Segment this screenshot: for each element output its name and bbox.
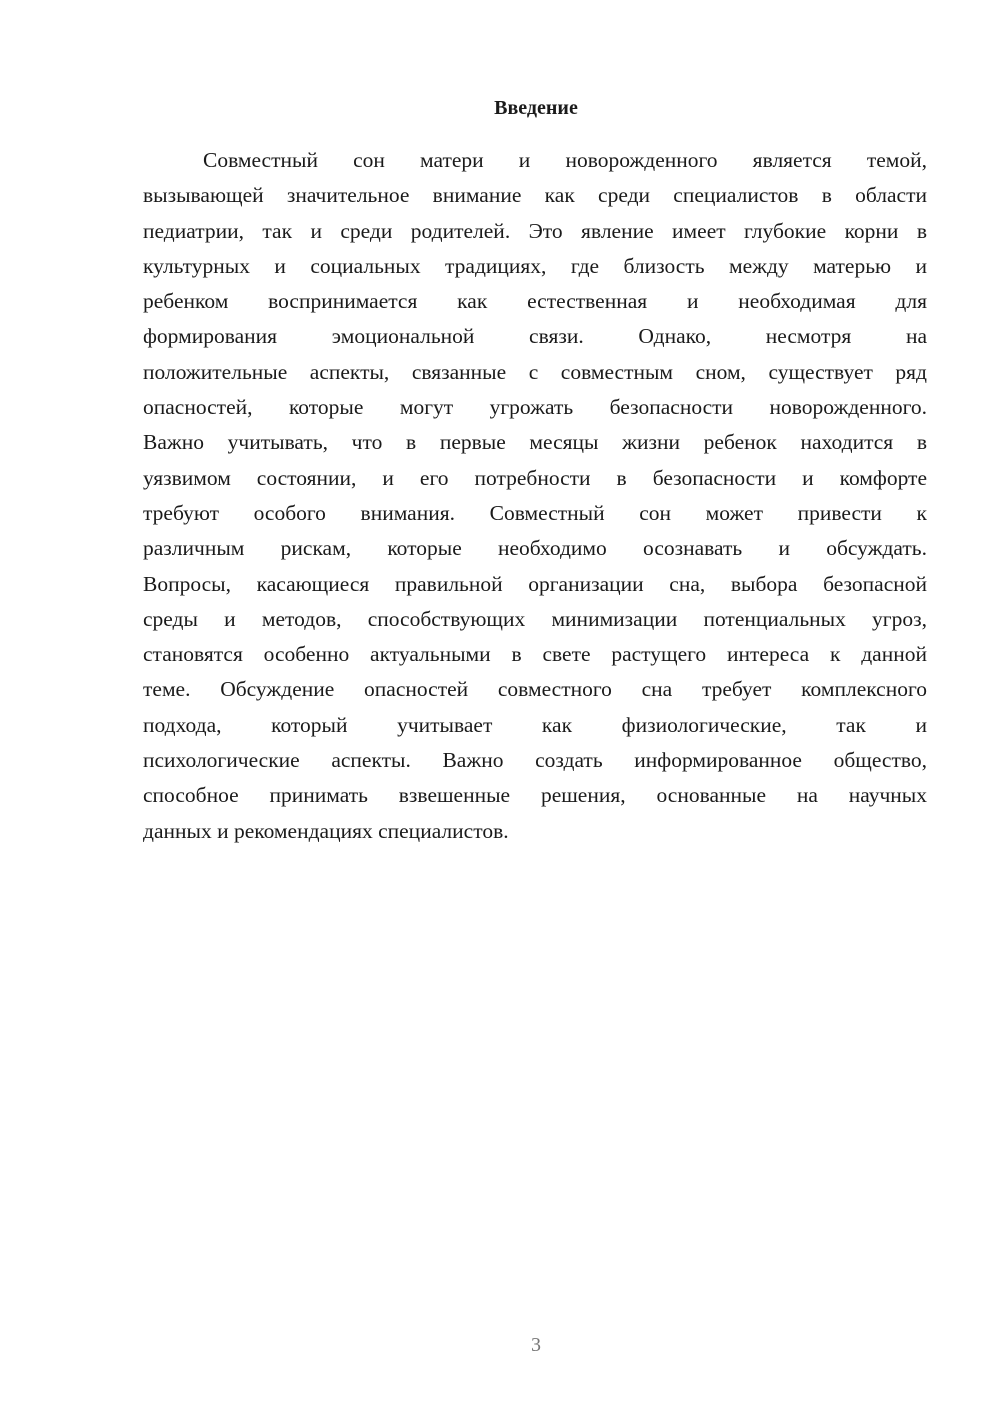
text-line	[143, 143, 927, 178]
text-line-content: вызывающей значительное внимание как среди специалистов в области	[143, 183, 927, 208]
paragraph	[143, 143, 927, 849]
text-line	[143, 390, 927, 425]
text-line	[143, 567, 927, 602]
text-line-content: становятся особенно актуальными в свете растущего интереса к данной	[143, 642, 927, 667]
text-line-content: Совместный сон матери и новорожденного является темой,	[203, 148, 927, 172]
text-line-content: психологические аспекты. Важно создать информированное общество,	[143, 748, 927, 773]
text-line-content: формирования эмоциональной связи. Однако, несмотря на	[143, 324, 927, 349]
text-line	[143, 178, 927, 213]
text-line	[143, 284, 927, 319]
text-line	[143, 602, 927, 637]
page-number: 3	[531, 1334, 541, 1356]
text-line-content: теме. Обсуждение опасностей совместного сна требует комплексного	[143, 677, 927, 702]
text-line-content: положительные аспекты, связанные с совместным сном, существует ряд	[143, 359, 927, 384]
text-line-content: опасностей, которые могут угрожать безопасности новорожденного.	[143, 395, 927, 420]
text-line	[143, 531, 927, 566]
text-line-content: требуют особого внимания. Совместный сон может привести к	[143, 500, 927, 525]
text-line-content: Вопросы, касающиеся правильной организации сна, выбора безопасной	[143, 571, 927, 596]
text-line	[143, 461, 927, 496]
text-line	[143, 355, 927, 390]
text-line-content: среды и методов, способствующих минимизации потенциальных угроз,	[143, 606, 927, 631]
section-heading: Введение	[494, 97, 578, 119]
text-line-content: данных и рекомендациях специалистов.	[143, 818, 509, 843]
text-line-content: способное принимать взвешенные решения, основанные на научных	[143, 783, 927, 808]
text-line	[143, 743, 927, 778]
text-line	[143, 249, 927, 284]
text-line	[143, 814, 927, 849]
text-line	[143, 708, 927, 743]
text-line-content: ребенком воспринимается как естественная и необходимая для	[143, 289, 927, 314]
text-line-content: культурных и социальных традициях, где близость между матерью и	[143, 253, 927, 278]
text-line	[143, 496, 927, 531]
text-line-content: Важно учитывать, что в первые месяцы жизни ребенок находится в	[143, 430, 927, 455]
text-line-content: уязвимом состоянии, и его потребности в безопасности и комфорте	[143, 465, 927, 490]
text-line	[143, 637, 927, 672]
text-line	[143, 778, 927, 813]
text-line-content: педиатрии, так и среди родителей. Это явление имеет глубокие корни в	[143, 218, 927, 243]
text-line	[143, 672, 927, 707]
text-line	[143, 319, 927, 354]
text-line-content: различным рискам, которые необходимо осознавать и обсуждать.	[143, 536, 927, 561]
text-line	[143, 214, 927, 249]
text-line-content: подхода, который учитывает как физиологические, так и	[143, 712, 927, 737]
text-line	[143, 425, 927, 460]
